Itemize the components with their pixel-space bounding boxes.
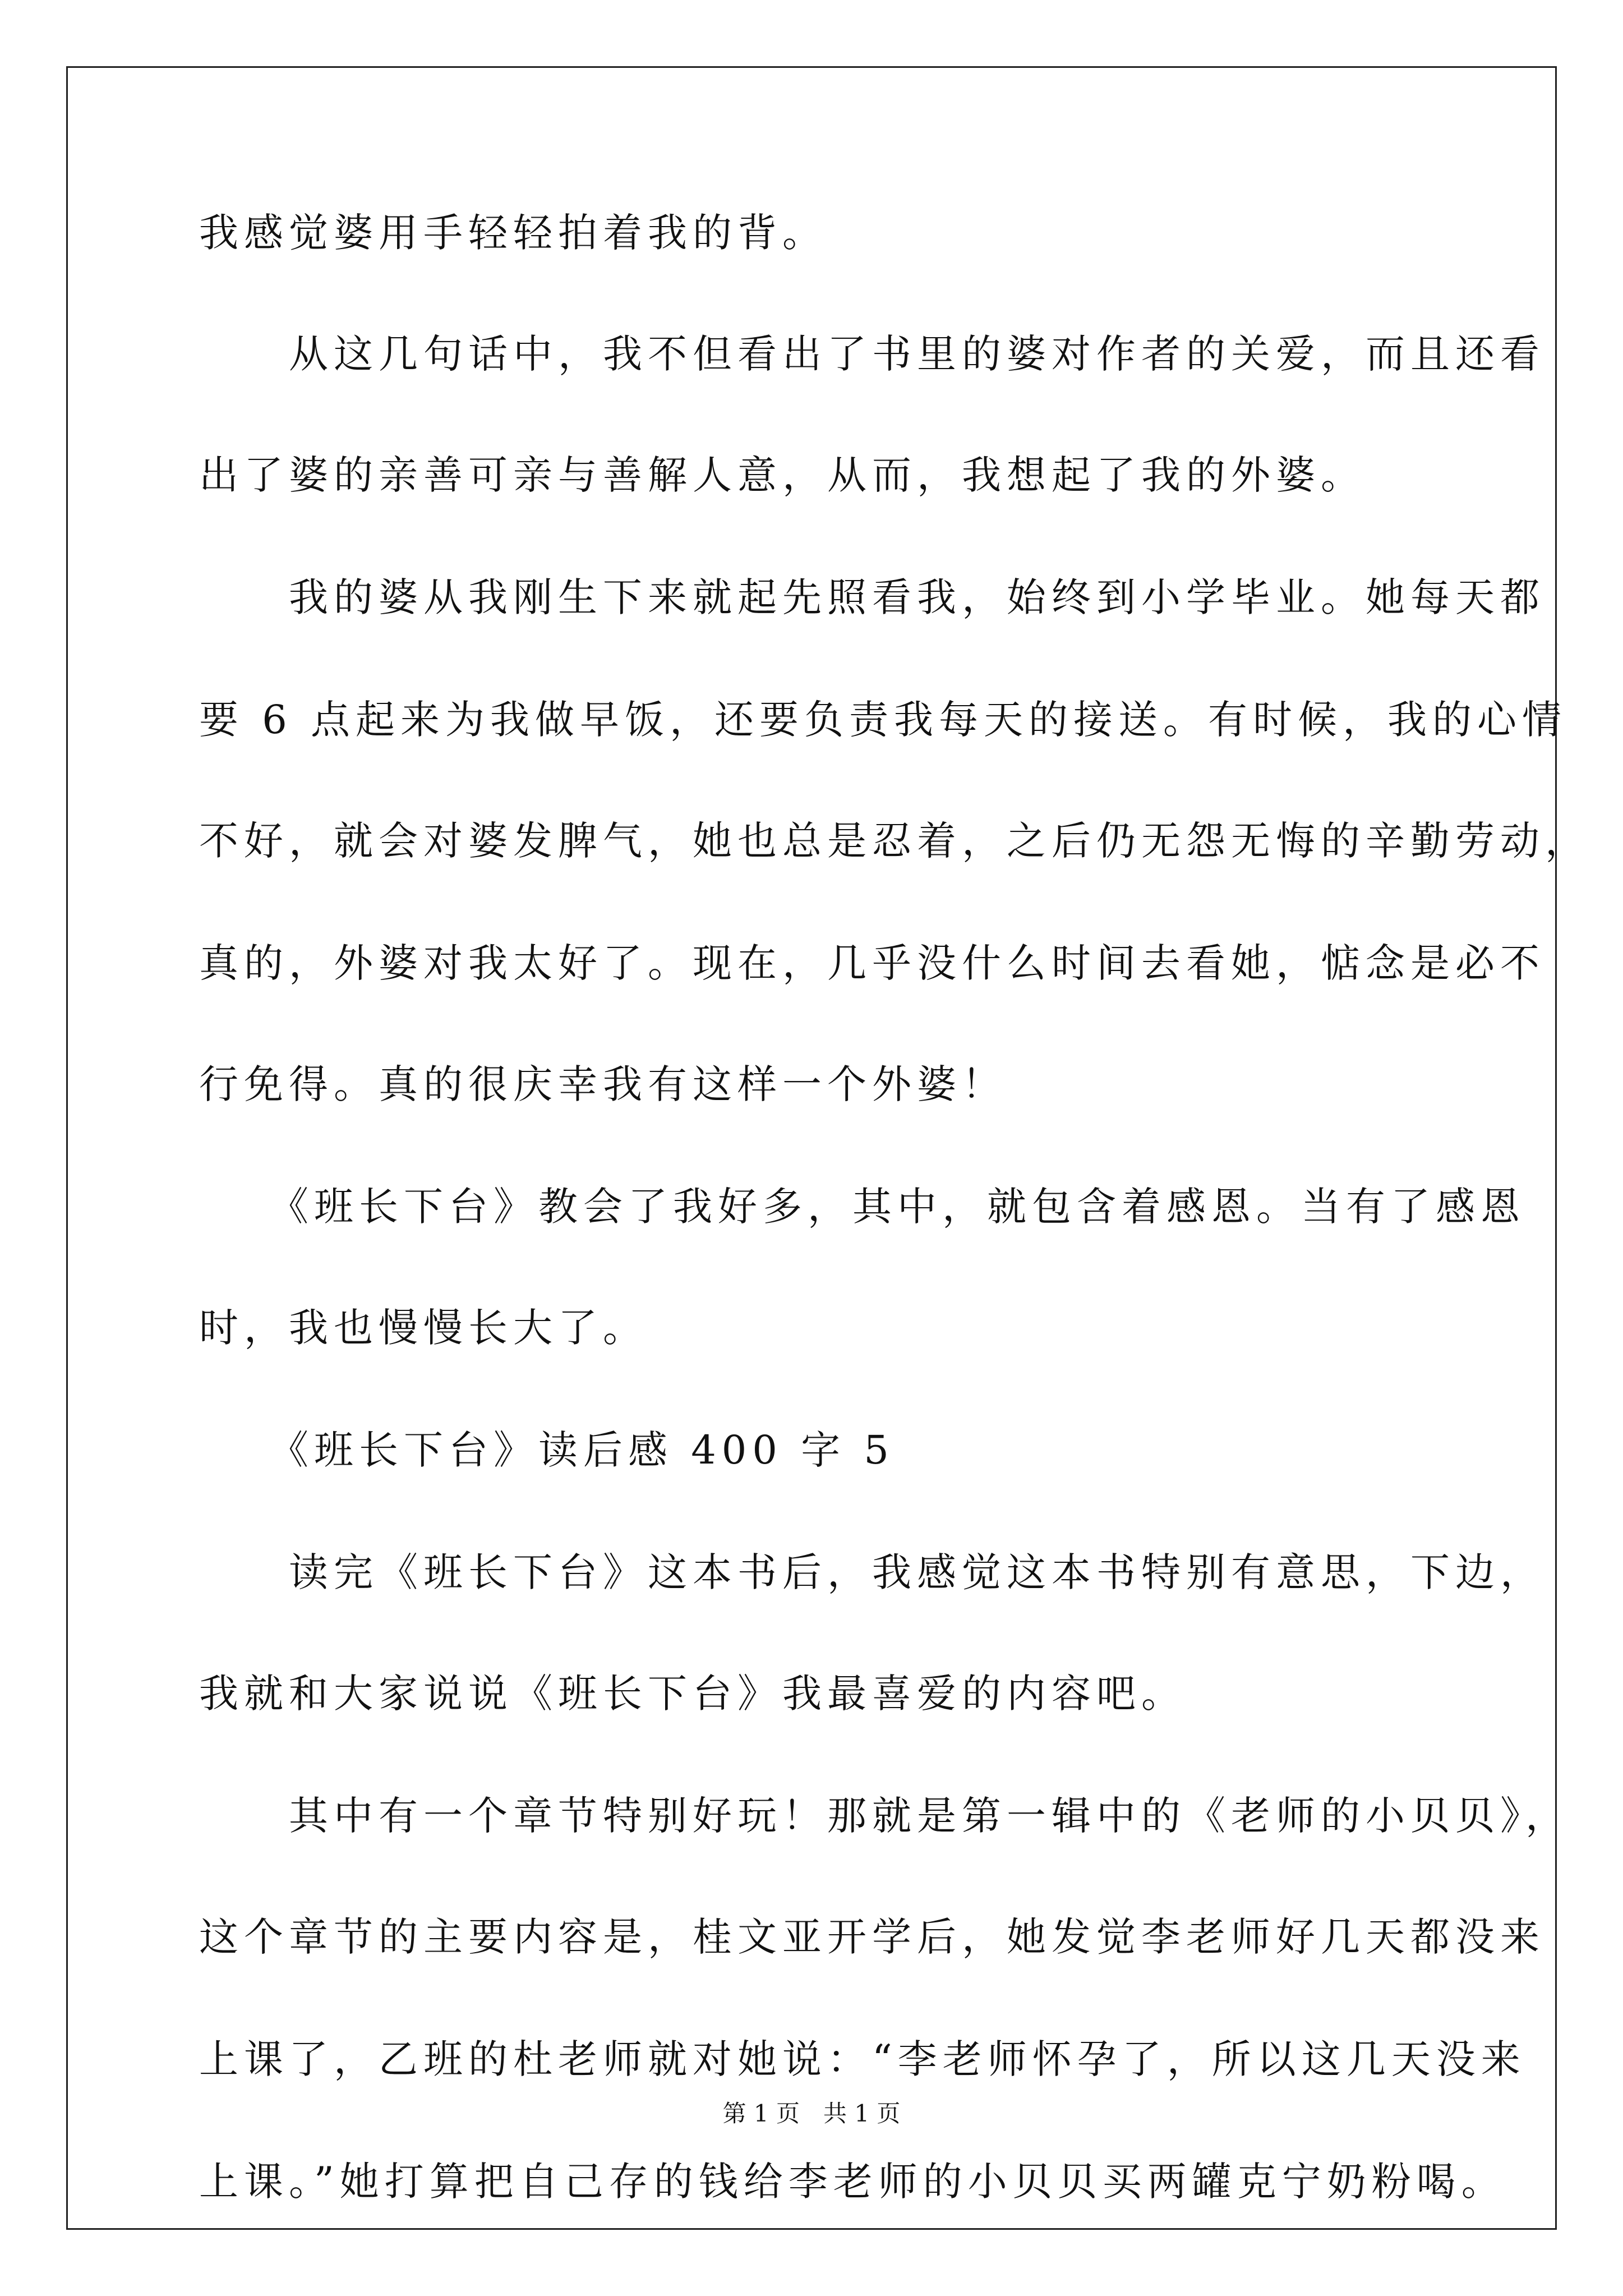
text-line: 不好，就会对婆发脾气，她也总是忍着，之后仍无怨无悔的辛勤劳动， bbox=[199, 818, 1590, 864]
page-number: 第 1 页 共 1 页 bbox=[722, 2100, 901, 2127]
text-line: 《班长下台》教会了我好多，其中，就包含着感恩。当有了感恩 bbox=[199, 1184, 1525, 1230]
text-line: 这个章节的主要内容是，桂文亚开学后，她发觉李老师好几天都没来 bbox=[199, 1914, 1545, 1960]
text-line: 真的，外婆对我太好了。现在，几乎没什么时间去看她，惦念是必不 bbox=[199, 940, 1545, 986]
text-line: 上课了，乙班的杜老师就对她说：“李老师怀孕了，所以这几天没来 bbox=[199, 2036, 1526, 2082]
text-line: 读完《班长下台》这本书后，我感觉这本书特别有意思，下边， bbox=[199, 1549, 1545, 1595]
text-line: 时，我也慢慢长大了。 bbox=[199, 1305, 648, 1351]
text-line: 我感觉婆用手轻轻拍着我的背。 bbox=[199, 210, 827, 256]
text-line: 要 6 点起来为我做早饭，还要负责我每天的接送。有时候，我的心情 bbox=[199, 697, 1567, 743]
text-line: 我的婆从我刚生下来就起先照看我，始终到小学毕业。她每天都 bbox=[199, 574, 1545, 620]
text-line: 从这几句话中，我不但看出了书里的婆对作者的关爱，而且还看 bbox=[199, 331, 1545, 377]
text-line: 上课。”她打算把自己存的钱给李老师的小贝贝买两罐克宁奶粉喝。 bbox=[199, 2159, 1506, 2205]
text-line: 其中有一个章节特别好玩！那就是第一辑中的《老师的小贝贝》， bbox=[199, 1793, 1570, 1839]
text-line: 出了婆的亲善可亲与善解人意，从而，我想起了我的外婆。 bbox=[199, 452, 1366, 498]
text-line: 行免得。真的很庆幸我有这样一个外婆！ bbox=[199, 1061, 1007, 1107]
section-heading: 《班长下台》读后感 400 字 5 bbox=[199, 1427, 895, 1473]
text-line: 我就和大家说说《班长下台》我最喜爱的内容吧。 bbox=[199, 1671, 1186, 1717]
page-footer bbox=[0, 2098, 1623, 2129]
page-border bbox=[66, 66, 1557, 2230]
